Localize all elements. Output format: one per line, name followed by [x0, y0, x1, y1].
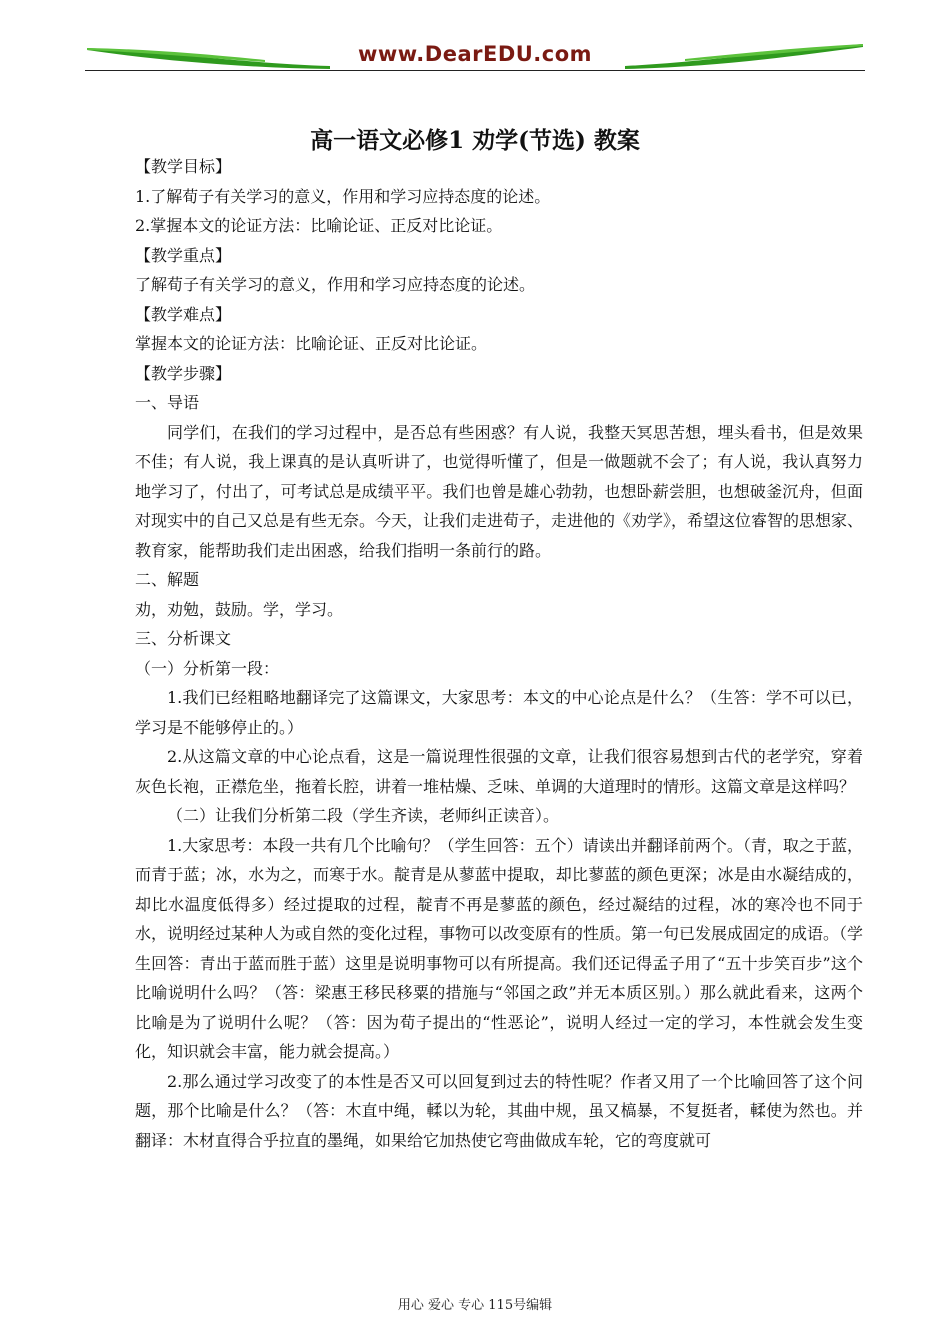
- section-heading-goals: 【教学目标】: [135, 157, 232, 176]
- part1-question-1: 1.我们已经粗略地翻译完了这篇课文，大家思考：本文的中心论点是什么？（生答：学不可以已，学习是不能够停止的。）: [135, 688, 863, 737]
- difficulties-text: 掌握本文的论证方法：比喻论证、正反对比论证。: [135, 334, 488, 353]
- site-logo[interactable]: www.DearEDU.com: [357, 42, 593, 66]
- part2-heading: （二）让我们分析第二段（学生齐读，老师纠正读音）。: [167, 806, 560, 825]
- page-footer: 用心 爱心 专心 115号编辑: [397, 1298, 553, 1313]
- section-heading-difficulties: 【教学难点】: [135, 304, 232, 324]
- part2-question-2: 2.那么通过学习改变了的本性是否又可以回复到过去的特性呢？作者又用了一个比喻回答了这个问题，那个比喻是什么？（答：木直中绳，輮以为轮，其曲中规，虽又槁暴，不复挺者，輮使为然也。并翻译：木材直得合乎拉直的墨绳，如果给它加热使它弯曲做成车轮，它的弯度就可: [135, 1071, 863, 1150]
- explain-text: 劝，劝勉，鼓励。学，学习。: [135, 599, 344, 619]
- goal-item-1: 1.了解荀子有关学习的意义，作用和学习应持态度的论述。: [135, 186, 551, 206]
- site-header: [85, 38, 865, 74]
- goal-item-2: 2.掌握本文的论证方法：比喻论证、正反对比论证。: [135, 216, 503, 235]
- part1-heading: （一）分析第一段：: [135, 658, 280, 678]
- step-heading-analysis: 三、分析课文: [135, 629, 232, 648]
- intro-paragraph: 同学们，在我们的学习过程中，是否总有些困惑？有人说，我整天冥思苦想，埋头看书，但是效果不佳；有人说，我上课真的是认真听讲了，也觉得听懂了，但是一做题就不会了；有人说，我认真努力地学习了，付出了，可考试总是成绩平平。我们也曾是雄心勃勃，也想卧薪尝胆，也想破釜沉舟，但面对现实中的自己又总是有些无奈。今天，让我们走进荀子，走进他的《劝学》，希望这位睿智的思想家、教育家，能帮助我们走出困惑，给我们指明一条前行的路。: [135, 422, 864, 560]
- part1-question-2: 2.从这篇文章的中心论点看，这是一篇说理性很强的文章，让我们很容易想到古代的老学究，穿着灰色长袍，正襟危坐，拖着长腔，讲着一堆枯燥、乏味、单调的大道理时的情形。这篇文章是这样吗？: [135, 747, 863, 796]
- section-heading-key-points: 【教学重点】: [135, 245, 232, 265]
- step-heading-explain: 二、解题: [135, 570, 200, 589]
- part2-question-1: 1.大家思考：本段一共有几个比喻句？（学生回答：五个）请读出并翻译前两个。（青，取之于蓝，而青于蓝；冰，水为之，而寒于水。靛青是从蓼蓝中提取，却比蓼蓝的颜色更深；冰是由水凝结成的，却比水温度低得多）经过提取的过程，靛青不再是蓼蓝的颜色，经过凝结的过程，冰的寒冷也不同于水，说明经过某种人为或自然的变化过程，事物可以改变原有的性质。第一句已发展成固定的成语。（学生回答：青出于蓝而胜于蓝）这里是说明事物可以有所提高。我们还记得孟子用了“五十步笑百步”这个比喻说明什么吗？（答：梁惠王移民移粟的措施与“邻国之政”并无本质区别。）那么就此看来，这两个比喻是为了说明什么呢？（答：因为荀子提出的“性恶论”，说明人经过一定的学习，本性就会发生变化，知识就会丰富，能力就会提高。）: [135, 835, 864, 1061]
- step-heading-intro: 一、导语: [135, 393, 200, 412]
- document-body: [135, 152, 863, 1155]
- section-heading-steps: 【教学步骤】: [135, 363, 232, 383]
- document-title: 高一语文必修1 劝学(节选) 教案: [310, 127, 640, 154]
- key-points-text: 了解荀子有关学习的意义，作用和学习应持态度的论述。: [135, 275, 536, 294]
- header-divider: [85, 70, 865, 71]
